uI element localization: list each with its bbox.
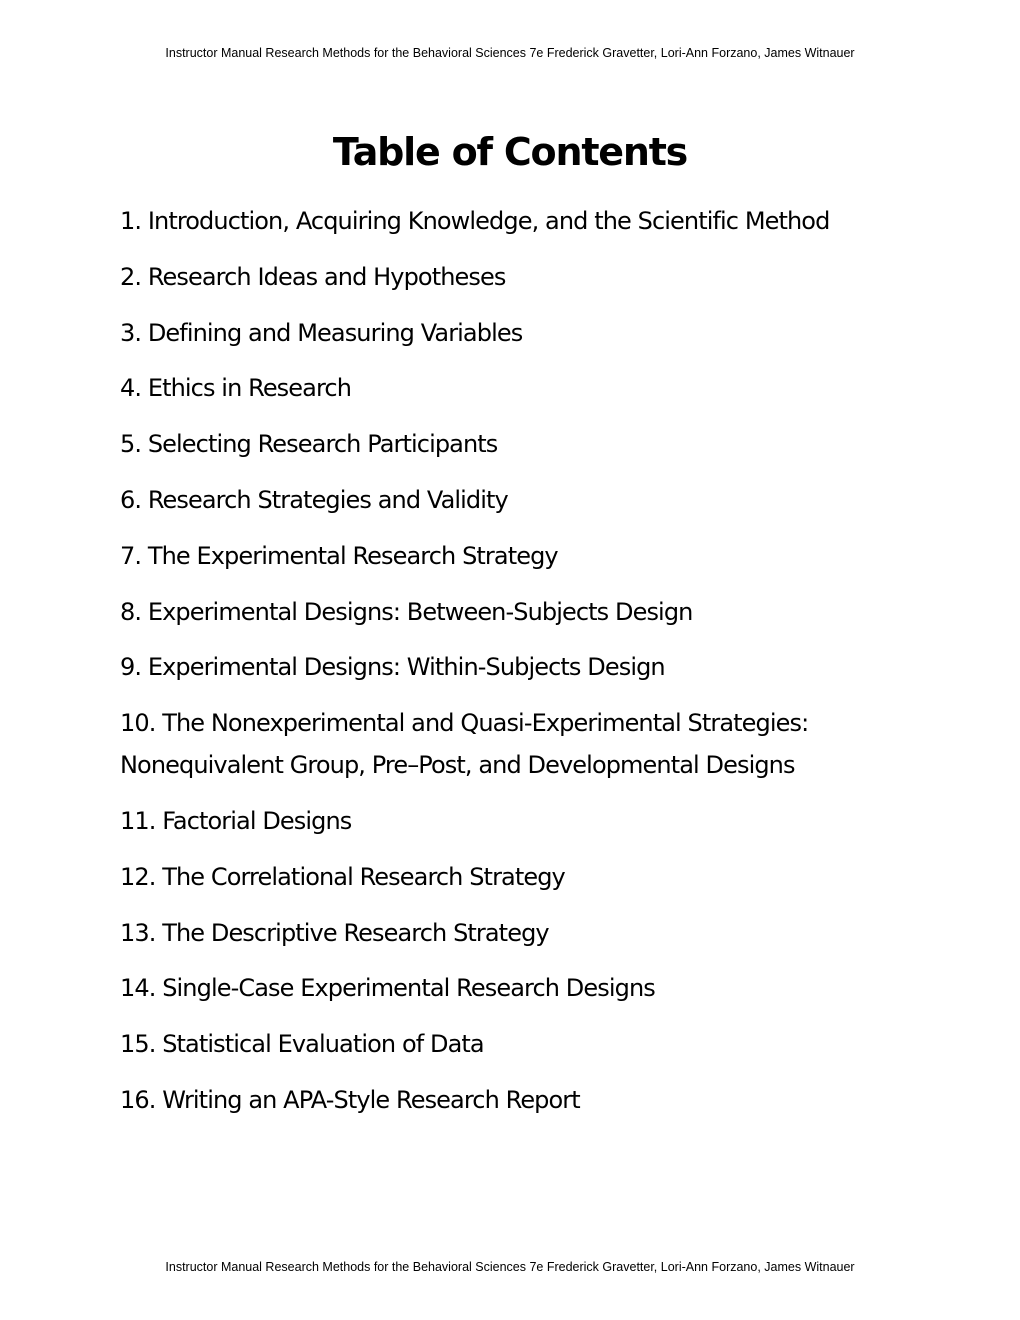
toc-entry: 9. Experimental Designs: Within-Subjects Design <box>120 653 665 682</box>
toc-entry: 10. The Nonexperimental and Quasi-Experimental Strategies: Nonequivalent Group, Pre–Post, and Developmental Designs <box>120 709 809 780</box>
page-header: Instructor Manual Research Methods for the Behavioral Sciences 7e Frederick Gravetter, Lori-Ann Forzano, James Witnauer <box>165 46 855 60</box>
toc-entry: 2. Research Ideas and Hypotheses <box>120 262 506 291</box>
toc-entry: 5. Selecting Research Participants <box>120 430 498 459</box>
toc-entry: 14. Single-Case Experimental Research Designs <box>120 974 655 1003</box>
toc-entry: 12. The Correlational Research Strategy <box>120 862 565 891</box>
toc-entry: 7. The Experimental Research Strategy <box>120 541 558 570</box>
toc-entry: 8. Experimental Designs: Between-Subjects Design <box>120 597 693 626</box>
toc-entry: 3. Defining and Measuring Variables <box>120 318 523 347</box>
toc-entry: 13. The Descriptive Research Strategy <box>120 918 549 947</box>
page-title: Table of Contents <box>332 130 688 174</box>
table-of-contents <box>120 200 890 1135</box>
toc-entry: 11. Factorial Designs <box>120 806 352 835</box>
toc-entry: 16. Writing an APA-Style Research Report <box>120 1085 580 1114</box>
toc-entry: 1. Introduction, Acquiring Knowledge, and the Scientific Method <box>120 207 830 235</box>
toc-entry: 15. Statistical Evaluation of Data <box>120 1030 484 1059</box>
toc-entry: 4. Ethics in Research <box>120 374 352 403</box>
toc-entry: 6. Research Strategies and Validity <box>120 485 508 514</box>
page-footer: Instructor Manual Research Methods for the Behavioral Sciences 7e Frederick Gravetter, Lori-Ann Forzano, James Witnauer <box>165 1260 855 1274</box>
